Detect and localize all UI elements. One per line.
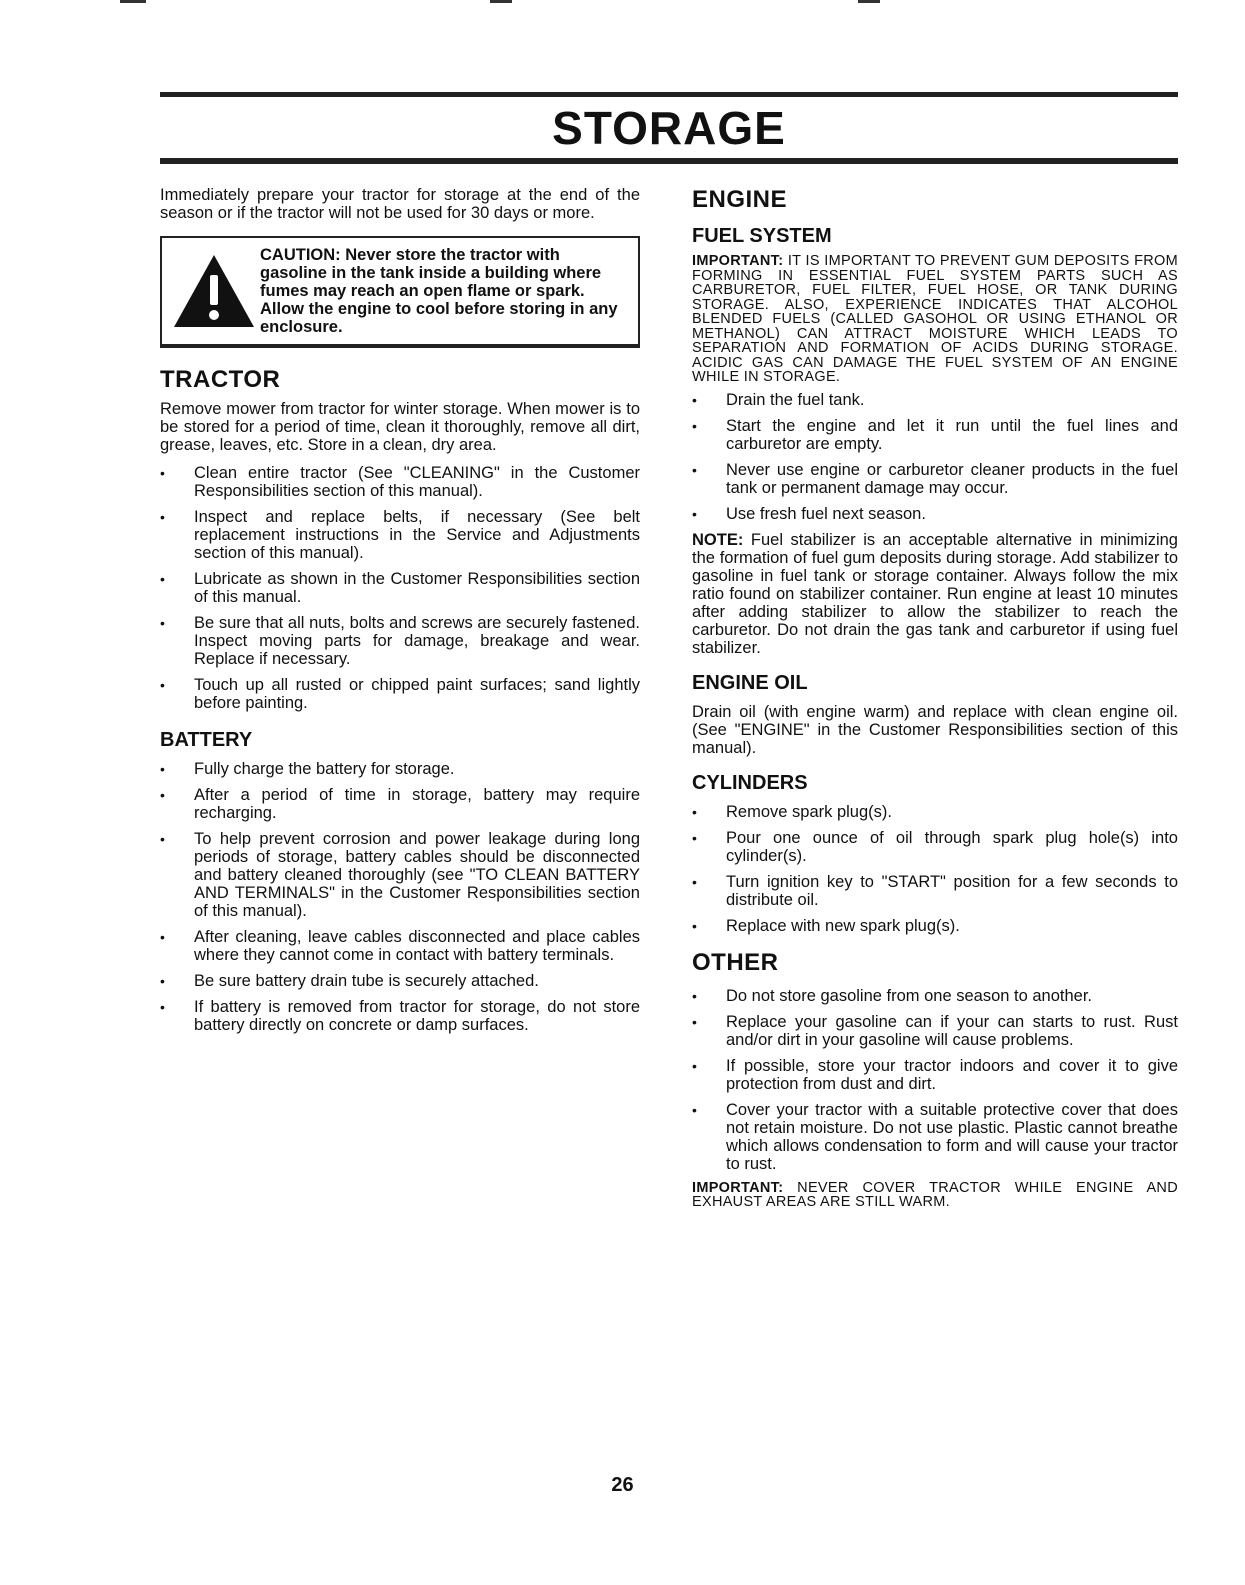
intro-paragraph: Immediately prepare your tractor for storage at the end of the season or if the tractor will not be used for 30 days or more. <box>160 186 640 222</box>
list-item: • Replace with new spark plug(s). <box>692 917 1178 935</box>
fuel-system-heading: FUEL SYSTEM <box>692 225 832 247</box>
scan-mark-center <box>490 0 512 3</box>
list-item: • Cover your tractor with a suitable protective cover that does not retain moisture. Do not use plastic. Plastic cannot breathe which allows condensation to form and will cause your tractor to rust. <box>692 1101 1178 1173</box>
list-item: • Lubricate as shown in the Customer Responsibilities section of this manual. <box>160 570 640 606</box>
caution-box <box>160 236 640 348</box>
important-text: NEVER COVER TRACTOR WHILE ENGINE AND EXHAUST AREAS ARE STILL WARM. <box>692 1179 1178 1210</box>
list-item: • To help prevent corrosion and power leakage during long periods of storage, battery cables should be disconnected and battery cleaned thoroughly (see "TO CLEAN BATTERY AND TERMINALS" in the Customer Responsibilities section of this manual). <box>160 830 640 920</box>
battery-heading: BATTERY <box>160 729 253 751</box>
battery-list <box>160 760 640 1034</box>
list-item: • If battery is removed from tractor for storage, do not store battery directly on concrete or damp surfaces. <box>160 998 640 1034</box>
cylinders-heading: CYLINDERS <box>692 771 808 794</box>
list-item: • After a period of time in storage, battery may require recharging. <box>160 786 640 822</box>
note-text: Fuel stabilizer is an acceptable alternative in minimizing the formation of fuel gum deposits during storage. Add stabilizer to gasoline in fuel tank or storage container. Always follow the mix ratio found on stabilizer container. Run engine at least 10 minutes after adding stabilizer to allow the stabilizer to reach the carburetor. Do not drain the gas tank and carburetor if using fuel stabilizer. <box>692 530 1178 657</box>
left-column <box>160 186 640 1042</box>
other-heading: OTHER <box>692 948 779 976</box>
list-item: • Replace your gasoline can if your can starts to rust. Rust and/or dirt in your gasoline will cause problems. <box>692 1013 1178 1049</box>
list-item: • Fully charge the battery for storage. <box>160 760 640 778</box>
title-rule-top <box>160 92 1178 97</box>
engine-oil-text: Drain oil (with engine warm) and replace with clean engine oil. (See "ENGINE" in the Customer Responsibilities section of this manual). <box>692 702 1178 757</box>
engine-oil-heading: ENGINE OIL <box>692 671 808 694</box>
list-item: • Turn ignition key to "START" position for a few seconds to distribute oil. <box>692 873 1178 909</box>
engine-heading: ENGINE <box>692 186 788 213</box>
list-item: • If possible, store your tractor indoors and cover it to give protection from dust and dirt. <box>692 1057 1178 1093</box>
other-list <box>692 987 1178 1173</box>
tractor-list <box>160 464 640 712</box>
list-item: • Drain the fuel tank. <box>692 391 1178 409</box>
list-item: • Never use engine or carburetor cleaner products in the fuel tank or permanent damage may occur. <box>692 461 1178 497</box>
page-number: 26 <box>611 1474 634 1496</box>
caution-text: CAUTION: Never store the tractor with gasoline in the tank inside a building where fumes may reach an open flame or spark. Allow the engine to cool before storing in any enclosure. <box>260 246 618 336</box>
right-column <box>692 186 1178 1210</box>
list-item: • Be sure that all nuts, bolts and screws are securely fastened. Inspect moving parts for damage, breakage and wear. Replace if necessary. <box>160 614 640 668</box>
scan-mark-right <box>858 0 880 3</box>
note-label: NOTE: <box>692 530 744 549</box>
list-item: • Do not store gasoline from one season to another. <box>692 987 1178 1005</box>
title-rule-bottom <box>160 158 1178 164</box>
page-title: STORAGE <box>552 102 786 154</box>
list-item: • Use fresh fuel next season. <box>692 505 1178 523</box>
list-item: • Inspect and replace belts, if necessary (See belt replacement instructions in the Service and Adjustments section of this manual). <box>160 508 640 562</box>
fuel-system-list <box>692 391 1178 523</box>
list-item: • After cleaning, leave cables disconnected and place cables where they cannot come in contact with battery terminals. <box>160 928 640 964</box>
list-item: • Touch up all rusted or chipped paint surfaces; sand lightly before painting. <box>160 676 640 712</box>
list-item: • Remove spark plug(s). <box>692 803 1178 821</box>
important-text: IT IS IMPORTANT TO PREVENT GUM DEPOSITS FROM FORMING IN ESSENTIAL FUEL SYSTEM PARTS SUCH AS CARBURETOR, FUEL FILTER, FUEL HOSE, OR TANK DURING STORAGE. ALSO, EXPERIENCE INDICATES THAT ALCOHOL BLENDED FUELS (CALLED GASOHOL OR USING ETHANOL OR METHANOL) CAN ATTRACT MOISTURE WHICH LEADS TO SEPARATION AND FORMATION OF ACIDS DURING STORAGE. ACIDIC GAS CAN DAMAGE THE FUEL SYSTEM OF AN ENGINE WHILE IN STORAGE. <box>692 253 1178 385</box>
cylinders-list <box>692 803 1178 935</box>
tractor-intro: Remove mower from tractor for winter storage. When mower is to be stored for a period of time, clean it thoroughly, remove all dirt, grease, leaves, etc. Store in a clean, dry area. <box>160 400 640 454</box>
other-important-notice <box>692 1181 1178 1210</box>
list-item: • Clean entire tractor (See "CLEANING" in the Customer Responsibilities section of this manual). <box>160 464 640 500</box>
list-item: • Start the engine and let it run until the fuel lines and carburetor are empty. <box>692 417 1178 453</box>
fuel-note <box>692 531 1178 657</box>
important-label: IMPORTANT: <box>692 1179 784 1196</box>
tractor-heading: TRACTOR <box>160 366 281 393</box>
list-item: • Pour one ounce of oil through spark plug hole(s) into cylinder(s). <box>692 829 1178 865</box>
fuel-important-notice <box>692 254 1178 385</box>
scan-mark-left <box>120 0 146 3</box>
important-label: IMPORTANT: <box>692 253 784 269</box>
list-item: • Be sure battery drain tube is securely attached. <box>160 972 640 990</box>
warning-triangle-icon <box>168 251 260 331</box>
